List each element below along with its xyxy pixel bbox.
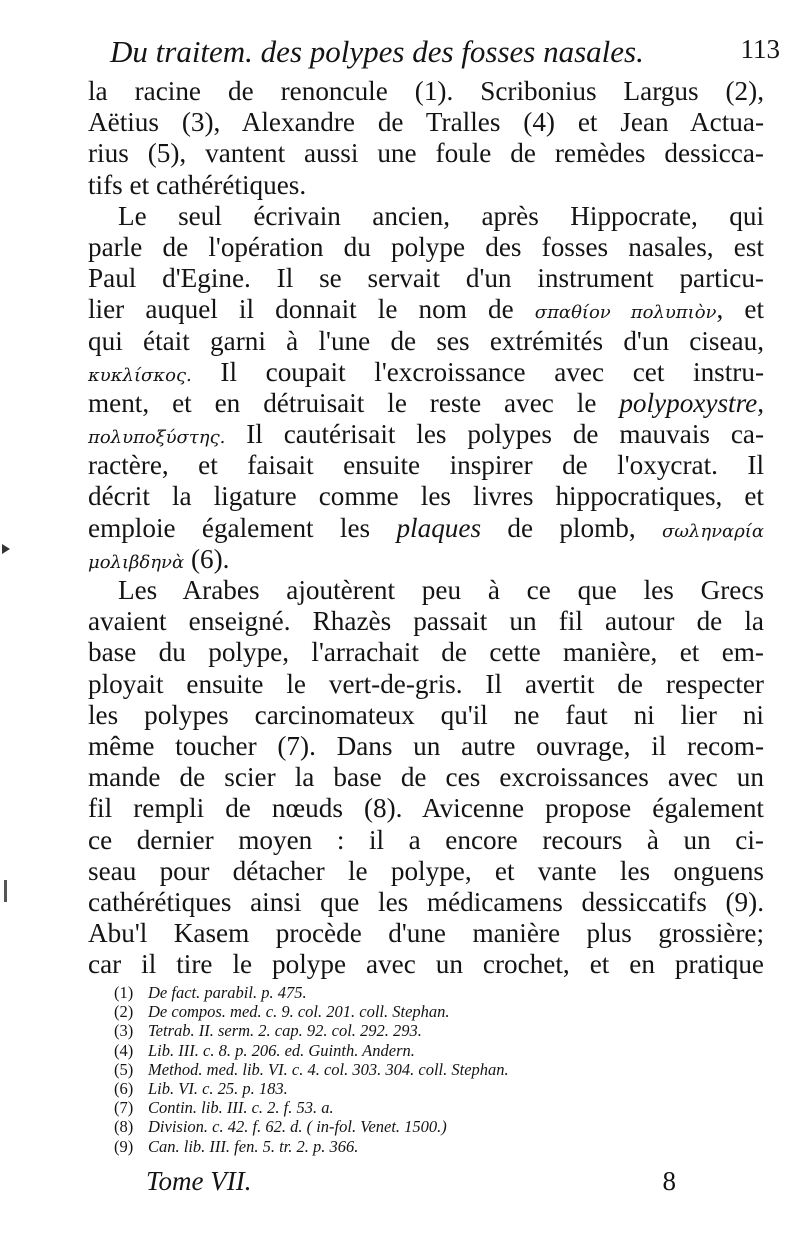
text-line <box>88 544 764 575</box>
text-line: qui était garni à l'une de ses extrémités d'un ciseau, <box>88 325 764 356</box>
text-line: base du polype, l'arrachait de cette manière, et em- <box>88 637 764 668</box>
text-fragment: de plomb, <box>507 512 636 543</box>
running-header <box>110 30 790 74</box>
text-line: cathérétiques ainsi que les médicamens dessiccatifs (9). <box>88 886 764 917</box>
footnote-text: Tetrab. II. serm. 2. cap. 92. col. 292. 293. <box>148 1021 422 1041</box>
footnote <box>114 983 714 1002</box>
paragraph-start: Le seul écrivain ancien, après Hippocrate, qui <box>118 200 764 231</box>
text-fragment: et <box>744 294 765 325</box>
text-line <box>88 294 764 325</box>
footnote-number: (6) <box>114 1078 134 1098</box>
text-line: Paul d'Egine. Il se servait d'un instrument particu- <box>88 263 764 294</box>
footnote-text: Lib. III. c. 8. p. 206. ed. Guinth. Andern. <box>148 1040 415 1060</box>
text-line: les polypes carcinomateux qu'il ne faut ni lier ni <box>88 699 764 730</box>
footnote-text: De compos. med. c. 9. col. 201. coll. Stephan. <box>148 1002 450 1022</box>
greek-term: σωληναρία <box>661 520 765 542</box>
text-line: la racine de renoncule (1). Scribonius Largus (2), <box>88 76 764 106</box>
text-line: parle de l'opération du polype des fosses nasales, est <box>88 231 764 262</box>
footnote-text: Division. c. 42. f. 62. d. ( in-fol. Venet. 1500.) <box>148 1117 447 1137</box>
footnote <box>114 1117 714 1136</box>
footnote <box>114 1079 714 1098</box>
text-line: décrit la ligature comme les livres hippocratiques, et <box>88 481 764 512</box>
footnote-number: (1) <box>114 983 134 1002</box>
greek-term: μολιβδηνὰ <box>88 551 185 573</box>
text-line: mande de scier la base de ces excroissances avec un <box>88 762 764 793</box>
text-line <box>88 513 764 544</box>
text-fragment: lier auquel il donnait le nom de <box>88 294 514 325</box>
footnote-number: (3) <box>114 1021 134 1041</box>
text-line: rius (5), vantent aussi une foule de remèdes dessicca- <box>88 138 764 169</box>
footnote <box>114 1060 714 1079</box>
footnote-text: Method. med. lib. VI. c. 4. col. 303. 304. coll. Stephan. <box>148 1059 509 1079</box>
main-text <box>88 76 764 980</box>
footnote-number: (2) <box>114 1002 134 1022</box>
footnote-text: Lib. VI. c. 25. p. 183. <box>148 1078 288 1098</box>
text-line <box>88 357 764 388</box>
text-fragment: Il cautérisait les polypes de mauvais ca- <box>246 419 765 450</box>
footnote-number: (9) <box>114 1136 134 1156</box>
text-line: tifs et cathérétiques. <box>88 169 307 200</box>
text-line <box>88 388 764 419</box>
text-fragment: ment, et en détruisait le reste avec le <box>88 387 597 418</box>
text-line: Abu'l Kasem procède d'une manière plus grossière; <box>88 918 764 949</box>
footnote <box>114 1137 714 1156</box>
running-title: Du traitem. des polypes des fosses nasales. <box>110 34 644 69</box>
italic-term: plaques <box>396 512 482 543</box>
footnote-number: (5) <box>114 1059 134 1079</box>
text-line: ployait ensuite le vert-de-gris. Il avertit de respecter <box>88 668 764 699</box>
footnote <box>114 1098 714 1117</box>
text-line: ractère, et faisait ensuite inspirer de l'oxycrat. Il <box>88 450 764 481</box>
text-fragment: , <box>757 387 765 418</box>
text-line: car il tire le polype avec un crochet, et en pratique <box>88 949 764 980</box>
greek-term: πολυποξύστης. <box>88 427 226 449</box>
footnote <box>114 1041 714 1060</box>
text-fragment: , <box>716 294 724 325</box>
signature-mark: 8 <box>662 1166 676 1196</box>
footnote-number: (4) <box>114 1040 134 1060</box>
paragraph-start: Les Arabes ajoutèrent peu à ce que les Grecs <box>118 575 764 605</box>
greek-term: κυκλίσκος. <box>88 364 192 386</box>
footnotes <box>114 983 714 1156</box>
footnote-number: (7) <box>114 1098 134 1118</box>
text-line: ce dernier moyen : il a encore recours à un ci- <box>88 824 764 855</box>
footnote-text: Can. lib. III. fen. 5. tr. 2. p. 366. <box>148 1136 359 1156</box>
text-fragment: (6). <box>190 543 230 574</box>
text-line: Aëtius (3), Alexandre de Tralles (4) et Jean Actua- <box>88 107 764 138</box>
margin-mark <box>4 880 7 902</box>
text-line <box>88 419 764 450</box>
margin-mark <box>2 544 10 554</box>
footnote <box>114 1002 714 1021</box>
footnote-number: (8) <box>114 1117 134 1137</box>
text-line: avaient enseigné. Rhazès passait un fil autour de la <box>88 606 764 637</box>
text-fragment: emploie également les <box>88 512 371 543</box>
page-footer <box>146 1166 676 1206</box>
greek-term: σπαθίον πολυπιὸν <box>534 302 717 324</box>
footnote <box>114 1021 714 1040</box>
text-line: seau pour détacher le polype, et vante les onguens <box>88 855 764 886</box>
footnote-text: Contin. lib. III. c. 2. f. 53. a. <box>148 1098 334 1118</box>
page-number: 113 <box>740 34 780 64</box>
text-line: fil rempli de nœuds (8). Avicenne propose également <box>88 793 764 824</box>
footnote-text: De fact. parabil. p. 475. <box>148 983 307 1002</box>
italic-term: polypoxystre <box>619 387 758 418</box>
text-line: même toucher (7). Dans un autre ouvrage, il recom- <box>88 730 764 761</box>
volume-label: Tome VII. <box>146 1166 252 1196</box>
text-fragment: Il coupait l'excroissance avec cet instru- <box>220 356 764 387</box>
